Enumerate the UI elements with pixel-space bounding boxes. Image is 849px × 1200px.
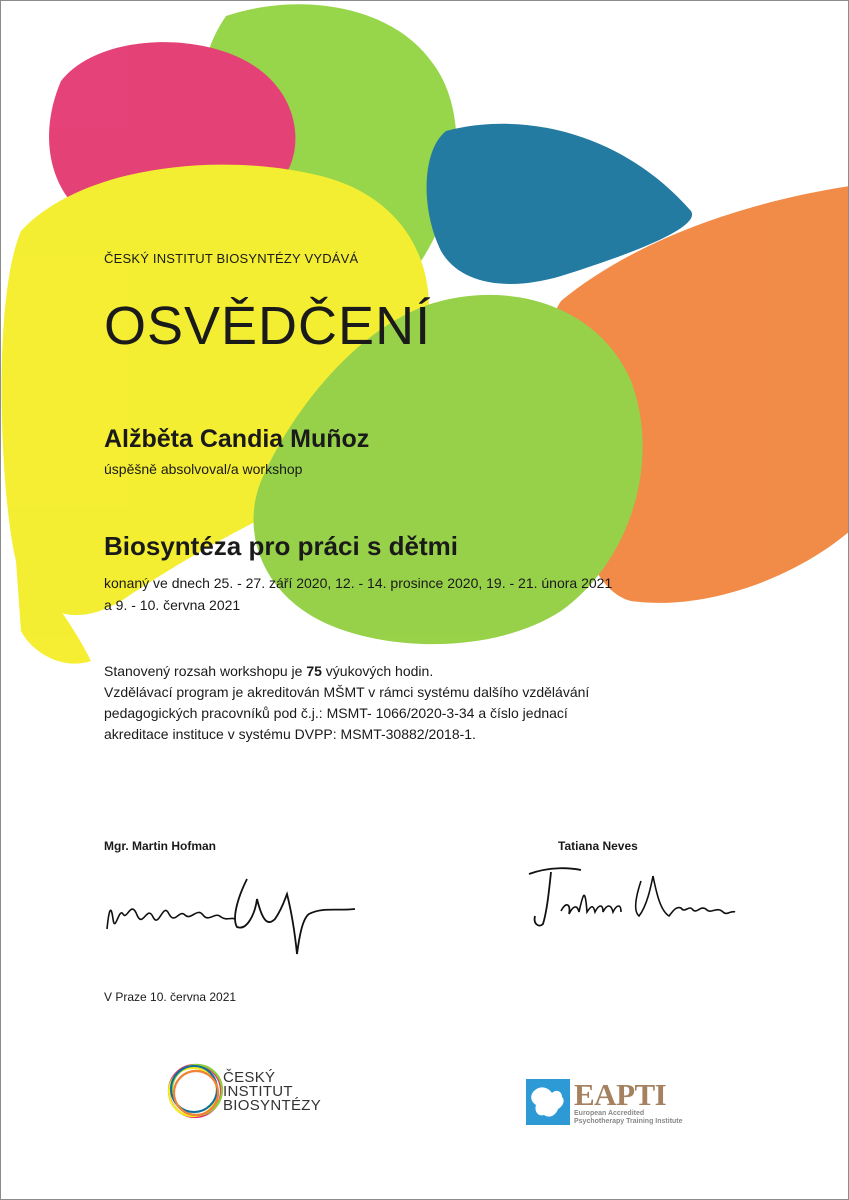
accreditation-line1: Vzdělávací program je akreditován MŠMT v rámci systému dalšího vzdělávání [104, 684, 590, 700]
recipient-name: Alžběta Candia Muñoz [104, 425, 370, 453]
signature-left [97, 859, 367, 959]
signatory-right-name: Tatiana Neves [558, 839, 638, 853]
eapti-sub-line2: Psychotherapy Training Institute [574, 1118, 683, 1125]
eapti-title: EAPTI [574, 1077, 667, 1112]
eapti-sub-line1: European Accredited [574, 1110, 645, 1117]
scope-suffix: výukových hodin. [321, 663, 434, 679]
course-dates-line2: a 9. - 10. června 2021 [104, 597, 241, 613]
accreditation-line3: akreditace instituce v systému DVPP: MSMT-30882/2018-1. [104, 726, 476, 742]
course-dates-line1: konaný ve dnech 25. - 27. září 2020, 12. - 14. prosince 2020, 19. - 21. února 2021 [104, 575, 613, 591]
europe-map-shape [526, 1079, 570, 1125]
accreditation-line2: pedagogických pracovníků pod č.j.: MSMT- 1066/2020-3-34 a číslo jednací [104, 705, 568, 721]
scope-hours: 75 [306, 663, 322, 679]
accreditation-info [104, 661, 664, 745]
cib-logo-text [223, 1071, 321, 1113]
cib-line3: BIOSYNTÉZY [223, 1097, 322, 1114]
cib-line1: ČESKÝ [223, 1069, 276, 1086]
scope-line [104, 661, 664, 682]
scope-prefix: Stanovený rozsah workshopu je [104, 663, 307, 679]
course-dates [104, 572, 744, 616]
certificate-title: OSVĚDČENÍ [104, 296, 432, 356]
issuer-line: ČESKÝ INSTITUT BIOSYNTÉZY VYDÁVÁ [104, 251, 359, 266]
course-title: Biosyntéza pro práci s dětmi [104, 531, 458, 561]
signature-right [521, 856, 751, 936]
europe-map-icon [526, 1079, 570, 1125]
signatory-left-name: Mgr. Martin Hofman [104, 839, 217, 853]
place-and-date: V Praze 10. června 2021 [104, 990, 237, 1004]
completed-text: úspěšně absolvoval/a workshop [104, 461, 303, 477]
eapti-subtitle [574, 1110, 704, 1126]
cib-line2: INSTITUT [223, 1083, 293, 1100]
cib-logo-icon [163, 1059, 227, 1123]
